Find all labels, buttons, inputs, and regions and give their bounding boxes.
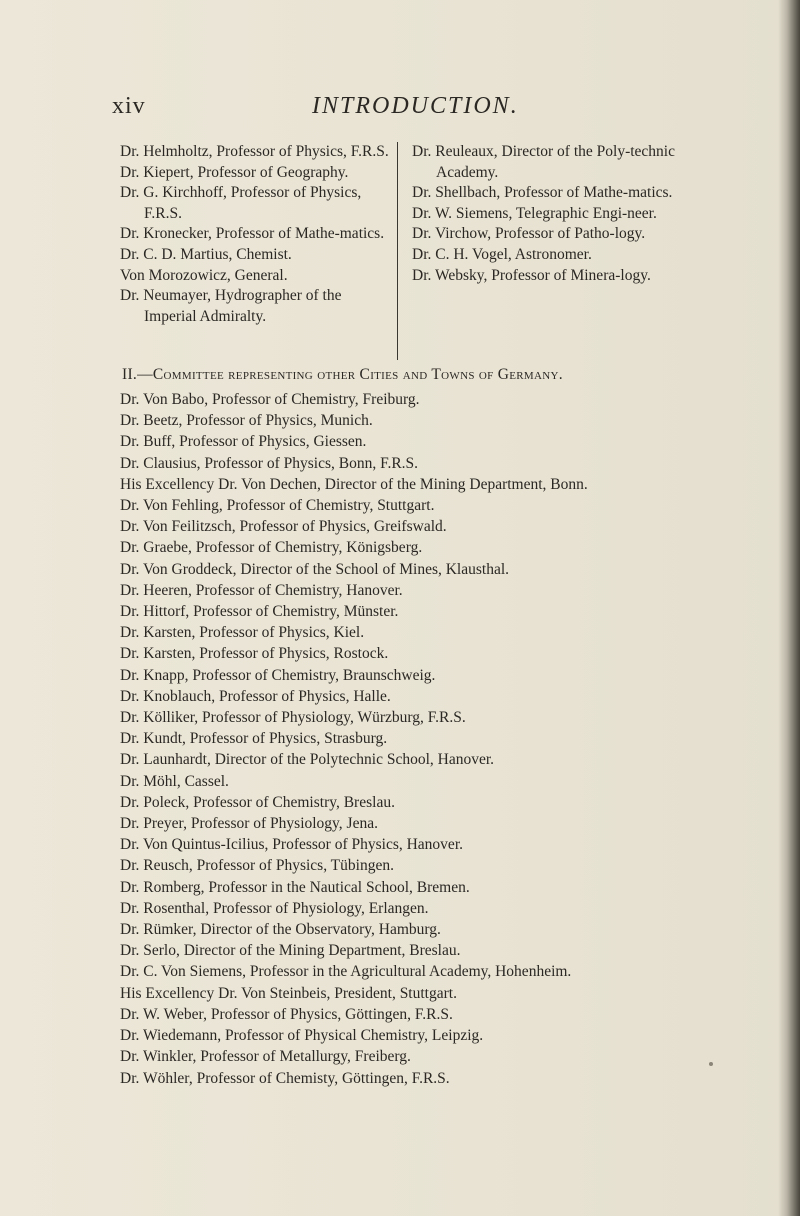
paper-speck bbox=[709, 1062, 713, 1066]
list-item: Dr. Von Fehling, Professor of Chemistry, Stuttgart. bbox=[120, 497, 435, 515]
left-entry: Dr. Kiepert, Professor of Geography. bbox=[120, 163, 349, 181]
page-header bbox=[112, 93, 712, 123]
list-item: Dr. Wiedemann, Professor of Physical Chemistry, Leipzig. bbox=[120, 1027, 484, 1045]
list-item: Dr. Rosenthal, Professor of Physiology, Erlangen. bbox=[120, 899, 429, 917]
list-item: Dr. Romberg, Professor in the Nautical School, Bremen. bbox=[120, 878, 470, 896]
list-item: Dr. Kölliker, Professor of Physiology, Würzburg, F.R.S. bbox=[120, 709, 466, 727]
right-entry: Dr. Virchow, Professor of Patho-logy. bbox=[412, 225, 646, 243]
section-title: —Committee representing other Cities and Towns of Germany. bbox=[137, 366, 563, 383]
right-entry: Dr. C. H. Vogel, Astronomer. bbox=[412, 245, 592, 263]
list-item: Dr. Kundt, Professor of Physics, Strasburg. bbox=[120, 730, 388, 748]
section-heading bbox=[122, 366, 722, 384]
list-item: Dr. Clausius, Professor of Physics, Bonn, F.R.S. bbox=[120, 454, 419, 472]
list-item: Dr. Karsten, Professor of Physics, Rostock. bbox=[120, 645, 389, 663]
list-item: Dr. Von Groddeck, Director of the School of Mines, Klausthal. bbox=[120, 560, 510, 578]
list-item: Dr. Beetz, Professor of Physics, Munich. bbox=[120, 412, 373, 430]
list-item: Dr. Buff, Professor of Physics, Giessen. bbox=[120, 433, 367, 451]
right-entry: Dr. W. Siemens, Telegraphic Engi-neer. bbox=[412, 204, 657, 222]
page-edge-shadow bbox=[778, 0, 800, 1216]
list-item: Dr. Karsten, Professor of Physics, Kiel. bbox=[120, 624, 365, 642]
list-item: Dr. Knapp, Professor of Chemistry, Braunschweig. bbox=[120, 666, 436, 684]
section-number: II. bbox=[122, 366, 138, 383]
right-entry: Dr. Reuleaux, Director of the Poly-technic Academy. bbox=[412, 143, 675, 181]
right-column bbox=[412, 142, 704, 286]
left-entry: Dr. Neumayer, Hydrographer of the Imperial Admiralty. bbox=[120, 287, 342, 325]
list-item: Dr. Möhl, Cassel. bbox=[120, 772, 229, 790]
member-list bbox=[120, 389, 720, 1089]
list-item: Dr. Wöhler, Professor of Chemisty, Göttingen, F.R.S. bbox=[120, 1069, 450, 1087]
list-item: Dr. Launhardt, Director of the Polytechnic School, Hanover. bbox=[120, 751, 495, 769]
list-item: Dr. Hittorf, Professor of Chemistry, Münster. bbox=[120, 603, 399, 621]
left-entry: Dr. G. Kirchhoff, Professor of Physics, F.R.S. bbox=[120, 184, 362, 222]
list-item: Dr. W. Weber, Professor of Physics, Göttingen, F.R.S. bbox=[120, 1005, 453, 1023]
left-column bbox=[120, 142, 390, 327]
list-item: His Excellency Dr. Von Dechen, Director of the Mining Department, Bonn. bbox=[120, 475, 588, 493]
right-entry: Dr. Websky, Professor of Minera-logy. bbox=[412, 266, 651, 284]
column-divider bbox=[397, 142, 398, 360]
page-number: xiv bbox=[112, 93, 146, 119]
list-item: Dr. Von Babo, Professor of Chemistry, Freiburg. bbox=[120, 391, 420, 408]
list-item: Dr. Knoblauch, Professor of Physics, Halle. bbox=[120, 687, 391, 705]
list-item: Dr. Heeren, Professor of Chemistry, Hanover. bbox=[120, 581, 403, 599]
right-entry: Dr. Shellbach, Professor of Mathe-matics. bbox=[412, 184, 673, 202]
list-item: Dr. Winkler, Professor of Metallurgy, Freiberg. bbox=[120, 1048, 411, 1066]
list-item: Dr. Von Quintus-Icilius, Professor of Physics, Hanover. bbox=[120, 836, 463, 854]
left-entry: Von Morozowicz, General. bbox=[120, 266, 288, 284]
list-item: Dr. Von Feilitzsch, Professor of Physics, Greifswald. bbox=[120, 518, 447, 536]
list-item: Dr. Serlo, Director of the Mining Department, Breslau. bbox=[120, 942, 461, 960]
left-entry: Dr. Helmholtz, Professor of Physics, F.R.S. bbox=[120, 143, 389, 160]
list-item: His Excellency Dr. Von Steinbeis, President, Stuttgart. bbox=[120, 984, 457, 1002]
list-item: Dr. Reusch, Professor of Physics, Tübingen. bbox=[120, 857, 394, 875]
list-item: Dr. Poleck, Professor of Chemistry, Breslau. bbox=[120, 793, 395, 811]
left-entry: Dr. C. D. Martius, Chemist. bbox=[120, 245, 292, 263]
left-entry: Dr. Kronecker, Professor of Mathe-matics. bbox=[120, 225, 385, 243]
list-item: Dr. Rümker, Director of the Observatory, Hamburg. bbox=[120, 921, 441, 939]
running-title: INTRODUCTION. bbox=[312, 93, 519, 119]
list-item: Dr. Preyer, Professor of Physiology, Jena. bbox=[120, 815, 378, 833]
list-item: Dr. C. Von Siemens, Professor in the Agricultural Academy, Hohenheim. bbox=[120, 963, 572, 981]
list-item: Dr. Graebe, Professor of Chemistry, Königsberg. bbox=[120, 539, 423, 557]
